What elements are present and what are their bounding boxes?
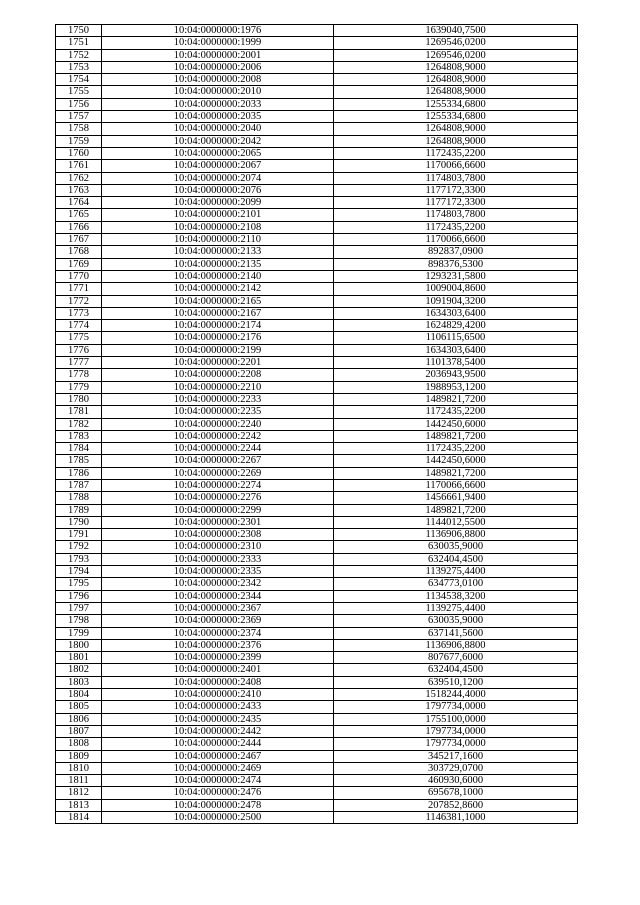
table-row <box>56 111 578 123</box>
value-cell: 1489821,7200 <box>334 393 578 405</box>
value-cell: 1139275,4400 <box>334 602 578 614</box>
row-number-cell: 1760 <box>56 147 102 159</box>
value-cell: 1136906,8800 <box>334 529 578 541</box>
cadastral-number-cell: 10:04:0000000:2310 <box>102 541 334 553</box>
cadastral-number-cell: 10:04:0000000:2267 <box>102 455 334 467</box>
row-number-cell: 1750 <box>56 25 102 37</box>
cadastral-number-cell: 10:04:0000000:2467 <box>102 750 334 762</box>
cadastral-number-cell: 10:04:0000000:2099 <box>102 197 334 209</box>
table-row <box>56 775 578 787</box>
value-cell: 634773,0100 <box>334 578 578 590</box>
cadastral-number-cell: 10:04:0000000:2374 <box>102 627 334 639</box>
value-cell: 1634303,6400 <box>334 307 578 319</box>
cadastral-number-cell: 10:04:0000000:2240 <box>102 418 334 430</box>
table-row <box>56 529 578 541</box>
table-row <box>56 393 578 405</box>
value-cell: 2036943,9500 <box>334 369 578 381</box>
value-cell: 1174803,7800 <box>334 209 578 221</box>
cadastral-number-cell: 10:04:0000000:2410 <box>102 689 334 701</box>
table-row <box>56 74 578 86</box>
cadastral-number-cell: 10:04:0000000:2444 <box>102 738 334 750</box>
row-number-cell: 1772 <box>56 295 102 307</box>
cadastral-number-cell: 10:04:0000000:2474 <box>102 775 334 787</box>
cadastral-number-cell: 10:04:0000000:2074 <box>102 172 334 184</box>
table-row <box>56 258 578 270</box>
cadastral-number-cell: 10:04:0000000:2010 <box>102 86 334 98</box>
row-number-cell: 1798 <box>56 615 102 627</box>
table-row <box>56 234 578 246</box>
table-row <box>56 615 578 627</box>
value-cell: 1170066,6600 <box>334 160 578 172</box>
value-cell: 1639040,7500 <box>334 25 578 37</box>
cadastral-number-cell: 10:04:0000000:2076 <box>102 184 334 196</box>
cadastral-number-cell: 10:04:0000000:2244 <box>102 443 334 455</box>
value-cell: 1489821,7200 <box>334 430 578 442</box>
value-cell: 1172435,2200 <box>334 147 578 159</box>
table-row <box>56 455 578 467</box>
table-row <box>56 479 578 491</box>
table-row <box>56 98 578 110</box>
cadastral-number-cell: 10:04:0000000:1999 <box>102 37 334 49</box>
cadastral-number-cell: 10:04:0000000:2035 <box>102 111 334 123</box>
row-number-cell: 1801 <box>56 652 102 664</box>
row-number-cell: 1773 <box>56 307 102 319</box>
table-row <box>56 750 578 762</box>
value-cell: 1269546,0200 <box>334 37 578 49</box>
table-row <box>56 725 578 737</box>
row-number-cell: 1811 <box>56 775 102 787</box>
cadastral-number-cell: 10:04:0000000:2367 <box>102 602 334 614</box>
table-body <box>56 25 578 824</box>
row-number-cell: 1803 <box>56 676 102 688</box>
table-row <box>56 504 578 516</box>
cadastral-number-cell: 10:04:0000000:2401 <box>102 664 334 676</box>
row-number-cell: 1788 <box>56 492 102 504</box>
value-cell: 1264808,9000 <box>334 74 578 86</box>
cadastral-number-cell: 10:04:0000000:2308 <box>102 529 334 541</box>
row-number-cell: 1802 <box>56 664 102 676</box>
value-cell: 1091904,3200 <box>334 295 578 307</box>
table-row <box>56 541 578 553</box>
value-cell: 1988953,1200 <box>334 381 578 393</box>
value-cell: 303729,0700 <box>334 762 578 774</box>
cadastral-number-cell: 10:04:0000000:2110 <box>102 234 334 246</box>
row-number-cell: 1765 <box>56 209 102 221</box>
cadastral-number-cell: 10:04:0000000:2469 <box>102 762 334 774</box>
value-cell: 892837,0900 <box>334 246 578 258</box>
cadastral-number-cell: 10:04:0000000:2242 <box>102 430 334 442</box>
cadastral-number-cell: 10:04:0000000:2167 <box>102 307 334 319</box>
cadastral-number-cell: 10:04:0000000:2065 <box>102 147 334 159</box>
row-number-cell: 1797 <box>56 602 102 614</box>
table-row <box>56 61 578 73</box>
value-cell: 1634303,6400 <box>334 344 578 356</box>
value-cell: 1170066,6600 <box>334 234 578 246</box>
cadastral-number-cell: 10:04:0000000:2435 <box>102 713 334 725</box>
value-cell: 1009004,8600 <box>334 283 578 295</box>
cadastral-number-cell: 10:04:0000000:2176 <box>102 332 334 344</box>
table-row <box>56 332 578 344</box>
cadastral-number-cell: 10:04:0000000:2006 <box>102 61 334 73</box>
table-row <box>56 430 578 442</box>
row-number-cell: 1763 <box>56 184 102 196</box>
table-row <box>56 738 578 750</box>
value-cell: 1264808,9000 <box>334 61 578 73</box>
cadastral-number-cell: 10:04:0000000:2165 <box>102 295 334 307</box>
value-cell: 1264808,9000 <box>334 123 578 135</box>
value-cell: 1172435,2200 <box>334 406 578 418</box>
cadastral-number-cell: 10:04:0000000:2335 <box>102 566 334 578</box>
table-row <box>56 553 578 565</box>
cadastral-number-cell: 10:04:0000000:2274 <box>102 479 334 491</box>
table-row <box>56 418 578 430</box>
value-cell: 1518244,4000 <box>334 689 578 701</box>
table-row <box>56 812 578 824</box>
value-cell: 1139275,4400 <box>334 566 578 578</box>
value-cell: 1255334,6800 <box>334 98 578 110</box>
cadastral-number-cell: 10:04:0000000:2201 <box>102 357 334 369</box>
row-number-cell: 1768 <box>56 246 102 258</box>
row-number-cell: 1751 <box>56 37 102 49</box>
row-number-cell: 1807 <box>56 725 102 737</box>
table-row <box>56 516 578 528</box>
cadastral-number-cell: 10:04:0000000:2344 <box>102 590 334 602</box>
row-number-cell: 1761 <box>56 160 102 172</box>
row-number-cell: 1795 <box>56 578 102 590</box>
value-cell: 1177172,3300 <box>334 197 578 209</box>
row-number-cell: 1808 <box>56 738 102 750</box>
table-row <box>56 652 578 664</box>
table-row <box>56 184 578 196</box>
row-number-cell: 1791 <box>56 529 102 541</box>
value-cell: 345217,1600 <box>334 750 578 762</box>
document-page <box>55 24 577 824</box>
cadastral-number-cell: 10:04:0000000:2478 <box>102 799 334 811</box>
cadastral-number-cell: 10:04:0000000:2376 <box>102 639 334 651</box>
table-row <box>56 160 578 172</box>
value-cell: 1172435,2200 <box>334 221 578 233</box>
value-cell: 1489821,7200 <box>334 467 578 479</box>
value-cell: 1170066,6600 <box>334 479 578 491</box>
row-number-cell: 1753 <box>56 61 102 73</box>
cadastral-number-cell: 10:04:0000000:2042 <box>102 135 334 147</box>
value-cell: 1624829,4200 <box>334 320 578 332</box>
value-cell: 898376,5300 <box>334 258 578 270</box>
row-number-cell: 1770 <box>56 270 102 282</box>
table-row <box>56 467 578 479</box>
value-cell: 1144012,5500 <box>334 516 578 528</box>
value-cell: 207852,8600 <box>334 799 578 811</box>
cadastral-number-cell: 10:04:0000000:2301 <box>102 516 334 528</box>
row-number-cell: 1812 <box>56 787 102 799</box>
cadastral-number-cell: 10:04:0000000:2500 <box>102 812 334 824</box>
value-cell: 1797734,0000 <box>334 725 578 737</box>
cadastral-number-cell: 10:04:0000000:2299 <box>102 504 334 516</box>
table-row <box>56 639 578 651</box>
cadastral-number-cell: 10:04:0000000:2101 <box>102 209 334 221</box>
value-cell: 1177172,3300 <box>334 184 578 196</box>
row-number-cell: 1774 <box>56 320 102 332</box>
cadastral-number-cell: 10:04:0000000:2174 <box>102 320 334 332</box>
table-row <box>56 135 578 147</box>
row-number-cell: 1778 <box>56 369 102 381</box>
value-cell: 1264808,9000 <box>334 135 578 147</box>
row-number-cell: 1813 <box>56 799 102 811</box>
table-row <box>56 762 578 774</box>
table-row <box>56 209 578 221</box>
row-number-cell: 1804 <box>56 689 102 701</box>
value-cell: 1797734,0000 <box>334 701 578 713</box>
value-cell: 639510,1200 <box>334 676 578 688</box>
table-row <box>56 369 578 381</box>
table-row <box>56 602 578 614</box>
value-cell: 1134538,3200 <box>334 590 578 602</box>
table-row <box>56 172 578 184</box>
row-number-cell: 1785 <box>56 455 102 467</box>
row-number-cell: 1787 <box>56 479 102 491</box>
row-number-cell: 1809 <box>56 750 102 762</box>
cadastral-number-cell: 10:04:0000000:2108 <box>102 221 334 233</box>
cadastral-number-cell: 10:04:0000000:2067 <box>102 160 334 172</box>
cadastral-number-cell: 10:04:0000000:2442 <box>102 725 334 737</box>
table-row <box>56 49 578 61</box>
value-cell: 1797734,0000 <box>334 738 578 750</box>
cadastral-number-cell: 10:04:0000000:2433 <box>102 701 334 713</box>
row-number-cell: 1775 <box>56 332 102 344</box>
row-number-cell: 1766 <box>56 221 102 233</box>
table-row <box>56 566 578 578</box>
value-cell: 1106115,6500 <box>334 332 578 344</box>
table-row <box>56 295 578 307</box>
row-number-cell: 1794 <box>56 566 102 578</box>
value-cell: 1255334,6800 <box>334 111 578 123</box>
table-row <box>56 443 578 455</box>
cadastral-number-cell: 10:04:0000000:2276 <box>102 492 334 504</box>
row-number-cell: 1759 <box>56 135 102 147</box>
row-number-cell: 1806 <box>56 713 102 725</box>
cadastral-number-cell: 10:04:0000000:2210 <box>102 381 334 393</box>
cadastral-number-cell: 10:04:0000000:2133 <box>102 246 334 258</box>
value-cell: 1456661,9400 <box>334 492 578 504</box>
table-row <box>56 590 578 602</box>
cadastral-number-cell: 10:04:0000000:2033 <box>102 98 334 110</box>
value-cell: 1136906,8800 <box>334 639 578 651</box>
cadastral-number-cell: 10:04:0000000:2008 <box>102 74 334 86</box>
cadastral-number-cell: 10:04:0000000:2199 <box>102 344 334 356</box>
row-number-cell: 1792 <box>56 541 102 553</box>
value-cell: 1755100,0000 <box>334 713 578 725</box>
cadastral-number-cell: 10:04:0000000:2333 <box>102 553 334 565</box>
table-row <box>56 221 578 233</box>
table-row <box>56 492 578 504</box>
cadastral-number-cell: 10:04:0000000:2135 <box>102 258 334 270</box>
value-cell: 1101378,5400 <box>334 357 578 369</box>
value-cell: 1489821,7200 <box>334 504 578 516</box>
table-row <box>56 406 578 418</box>
cadastral-number-cell: 10:04:0000000:2233 <box>102 393 334 405</box>
cadastral-number-cell: 10:04:0000000:2235 <box>102 406 334 418</box>
cadastral-number-cell: 10:04:0000000:2208 <box>102 369 334 381</box>
table-row <box>56 664 578 676</box>
row-number-cell: 1814 <box>56 812 102 824</box>
row-number-cell: 1779 <box>56 381 102 393</box>
row-number-cell: 1796 <box>56 590 102 602</box>
value-cell: 632404,4500 <box>334 664 578 676</box>
value-cell: 1146381,1000 <box>334 812 578 824</box>
table-row <box>56 147 578 159</box>
value-cell: 1293231,5800 <box>334 270 578 282</box>
table-row <box>56 689 578 701</box>
row-number-cell: 1776 <box>56 344 102 356</box>
table-row <box>56 123 578 135</box>
cadastral-number-cell: 10:04:0000000:2001 <box>102 49 334 61</box>
value-cell: 1442450,6000 <box>334 418 578 430</box>
row-number-cell: 1790 <box>56 516 102 528</box>
row-number-cell: 1786 <box>56 467 102 479</box>
table-row <box>56 578 578 590</box>
value-cell: 630035,9000 <box>334 541 578 553</box>
table-row <box>56 25 578 37</box>
table-row <box>56 713 578 725</box>
cadastral-number-cell: 10:04:0000000:1976 <box>102 25 334 37</box>
cadastral-number-cell: 10:04:0000000:2342 <box>102 578 334 590</box>
table-row <box>56 86 578 98</box>
table-row <box>56 627 578 639</box>
table-row <box>56 246 578 258</box>
cadastral-number-cell: 10:04:0000000:2408 <box>102 676 334 688</box>
row-number-cell: 1793 <box>56 553 102 565</box>
row-number-cell: 1756 <box>56 98 102 110</box>
row-number-cell: 1784 <box>56 443 102 455</box>
row-number-cell: 1789 <box>56 504 102 516</box>
cadastral-number-cell: 10:04:0000000:2369 <box>102 615 334 627</box>
value-cell: 632404,4500 <box>334 553 578 565</box>
row-number-cell: 1771 <box>56 283 102 295</box>
table-row <box>56 787 578 799</box>
table-row <box>56 307 578 319</box>
value-cell: 807677,6000 <box>334 652 578 664</box>
row-number-cell: 1764 <box>56 197 102 209</box>
value-cell: 1172435,2200 <box>334 443 578 455</box>
row-number-cell: 1754 <box>56 74 102 86</box>
row-number-cell: 1780 <box>56 393 102 405</box>
table-row <box>56 357 578 369</box>
value-cell: 637141,5600 <box>334 627 578 639</box>
value-cell: 630035,9000 <box>334 615 578 627</box>
table-row <box>56 197 578 209</box>
row-number-cell: 1762 <box>56 172 102 184</box>
table-row <box>56 381 578 393</box>
cadastral-number-cell: 10:04:0000000:2476 <box>102 787 334 799</box>
cadastral-number-cell: 10:04:0000000:2140 <box>102 270 334 282</box>
row-number-cell: 1782 <box>56 418 102 430</box>
value-cell: 1442450,6000 <box>334 455 578 467</box>
row-number-cell: 1757 <box>56 111 102 123</box>
value-cell: 695678,1000 <box>334 787 578 799</box>
cadastral-number-cell: 10:04:0000000:2269 <box>102 467 334 479</box>
row-number-cell: 1752 <box>56 49 102 61</box>
cadastral-number-cell: 10:04:0000000:2142 <box>102 283 334 295</box>
value-cell: 1269546,0200 <box>334 49 578 61</box>
row-number-cell: 1800 <box>56 639 102 651</box>
table-row <box>56 676 578 688</box>
value-cell: 1264808,9000 <box>334 86 578 98</box>
row-number-cell: 1767 <box>56 234 102 246</box>
row-number-cell: 1769 <box>56 258 102 270</box>
cadastral-number-cell: 10:04:0000000:2040 <box>102 123 334 135</box>
row-number-cell: 1758 <box>56 123 102 135</box>
value-cell: 460930,6000 <box>334 775 578 787</box>
row-number-cell: 1805 <box>56 701 102 713</box>
row-number-cell: 1810 <box>56 762 102 774</box>
table-row <box>56 270 578 282</box>
table-row <box>56 701 578 713</box>
table-row <box>56 320 578 332</box>
table-row <box>56 37 578 49</box>
row-number-cell: 1783 <box>56 430 102 442</box>
row-number-cell: 1755 <box>56 86 102 98</box>
row-number-cell: 1799 <box>56 627 102 639</box>
cadastral-value-table <box>55 24 578 824</box>
table-row <box>56 799 578 811</box>
cadastral-number-cell: 10:04:0000000:2399 <box>102 652 334 664</box>
table-row <box>56 283 578 295</box>
table-row <box>56 344 578 356</box>
row-number-cell: 1781 <box>56 406 102 418</box>
row-number-cell: 1777 <box>56 357 102 369</box>
value-cell: 1174803,7800 <box>334 172 578 184</box>
